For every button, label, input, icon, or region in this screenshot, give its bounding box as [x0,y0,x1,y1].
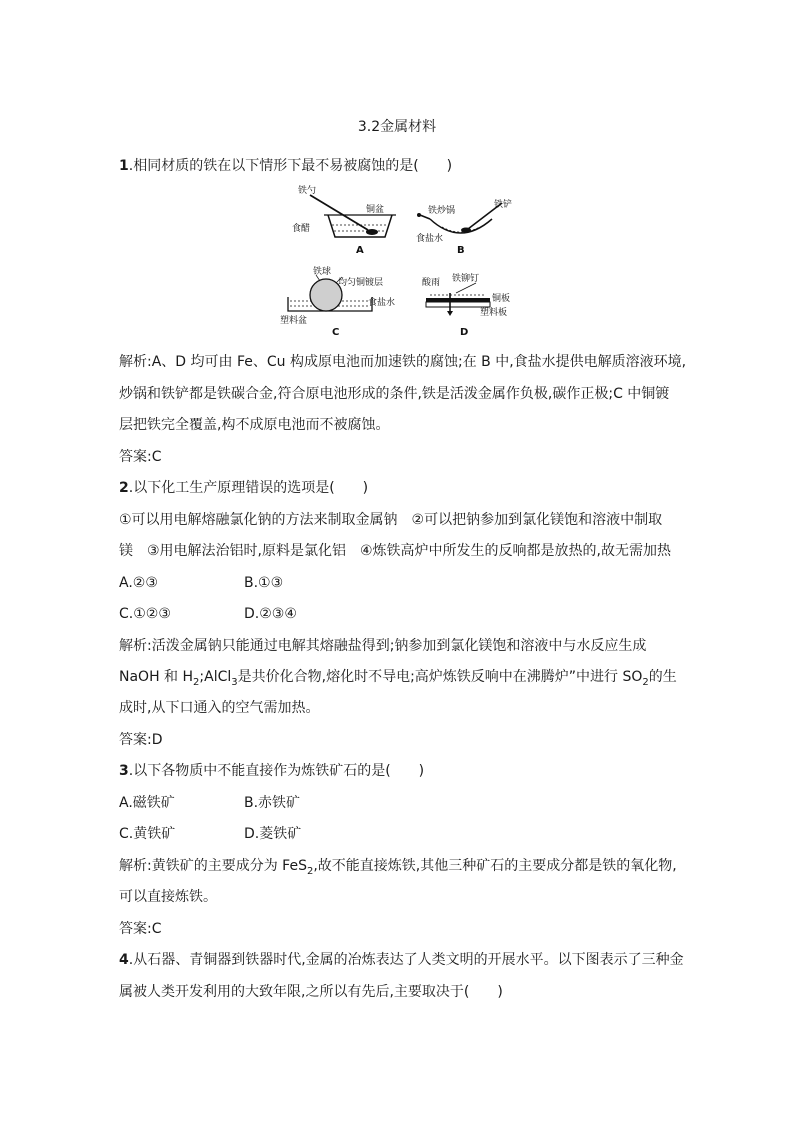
q3-answer: 答案:C [119,921,162,937]
q4-stem-line-2: 属被人类开发利用的大致年限,之所以有先后,主要取决于( ) [119,984,503,1000]
q1-analysis-line-2: 炒锅和铁铲都是铁碳合金,符合原电池形成的条件,铁是活泼金属作负极,碳作正极;C 中铜镀 [119,386,670,402]
figure-d [422,272,510,338]
question-stem: .从石器、青铜器到铁器时代,金属的冶炼表达了人类文明的开展水平。以下图表示了三种金 [128,952,684,968]
question-4 [119,950,684,970]
q2-statements-line-2: 镁 ③用电解法治铝时,原料是氯化铝 ④炼铁高炉中所发生的反响都是放热的,故无需加热 [119,543,671,559]
q1-analysis-line-3: 层把铁完全覆盖,构不成原电池而不被腐蚀。 [119,417,390,433]
label-d-plasticboard: 塑料板 [480,308,508,318]
q2-options-row-2 [119,604,679,624]
q3-options-row-1 [119,793,679,813]
q2-analysis-line-2: NaOH 和 $H_2;AlCl_3$是共价化合物,熔化时不导电;高炉炼铁反响中在沸腾炉”中进行 $SO_2$的生 [119,669,677,688]
caption-c: C [332,327,340,338]
option-a: A.②③ [119,575,158,591]
question-number: 1 [119,158,129,174]
question-stem: .相同材质的铁在以下情形下最不易被腐蚀的是( ) [128,158,453,174]
label-c-ball: 铁球 [313,267,332,277]
option-b: B.赤铁矿 [244,795,301,811]
corrosion-figure [280,185,540,340]
q2-analysis-line-3: 成时,从下口通入的空气需加热。 [119,700,320,716]
option-c: C.黄铁矿 [119,826,176,842]
label-a-spoon: 铁勺 [298,186,317,196]
option-c: C.①②③ [119,606,171,622]
question-number: 2 [119,480,129,496]
question-stem: .以下化工生产原理错误的选项是( ) [128,480,369,496]
q2-answer: 答案:D [119,732,163,748]
label-b-spatula: 铁铲 [494,200,513,210]
figure-a [292,185,396,256]
q2-analysis-line-1: 解析:活泼金属钠只能通过电解其熔融盐得到;钠参加到氯化镁饱和溶液中与水反应生成 [119,638,647,654]
caption-d: D [460,327,469,338]
option-a: A.磁铁矿 [119,795,175,811]
question-1 [119,156,679,176]
label-c-saltwater: 食盐水 [368,298,396,308]
q2-statements-line-1: ①可以用电解熔融氯化钠的方法来制取金属钠 ②可以把钠参加到氯化镁饱和溶液中制取 [119,512,663,528]
q3-options-row-2 [119,824,679,844]
question-number: 3 [119,763,129,779]
label-a-vinegar: 食醋 [292,224,311,234]
label-d-rivet: 铁铆钉 [452,274,480,284]
q1-analysis-line-1: 解析:A、D 均可由 Fe、Cu 构成原电池而加速铁的腐蚀;在 B 中,食盐水提供电解质溶液环境, [119,354,687,370]
q3-analysis-line-2: 可以直接炼铁。 [119,889,217,905]
label-b-saltwater: 食盐水 [416,234,444,244]
caption-a: A [356,245,364,256]
label-d-copperplate: 铜板 [492,294,511,304]
question-3 [119,761,679,781]
option-b: B.①③ [244,575,284,591]
q2-options-row-1 [119,573,679,593]
label-b-wok: 铁炒锅 [428,206,456,216]
option-d: D.②③④ [244,606,297,622]
q1-answer: 答案:C [119,449,162,465]
label-c-tray: 塑料盆 [280,316,308,326]
page-title: 3.2金属材料 [357,119,437,135]
figure-c [280,265,395,338]
caption-b: B [457,245,465,256]
question-number: 4 [119,952,129,968]
figure-b [416,198,512,256]
option-d: D.菱铁矿 [244,826,302,842]
question-2 [119,478,679,498]
q3-analysis-line-1: 解析:黄铁矿的主要成分为 FeS$_2$,故不能直接炼铁,其他三种矿石的主要成分都是铁的氧化物, [119,858,677,877]
question-stem: .以下各物质中不能直接作为炼铁矿石的是( ) [128,763,425,779]
label-d-acidrain: 酸雨 [422,278,441,288]
label-a-basin: 铜盆 [366,205,385,215]
label-c-plating: 均匀铜镀层 [338,278,384,288]
